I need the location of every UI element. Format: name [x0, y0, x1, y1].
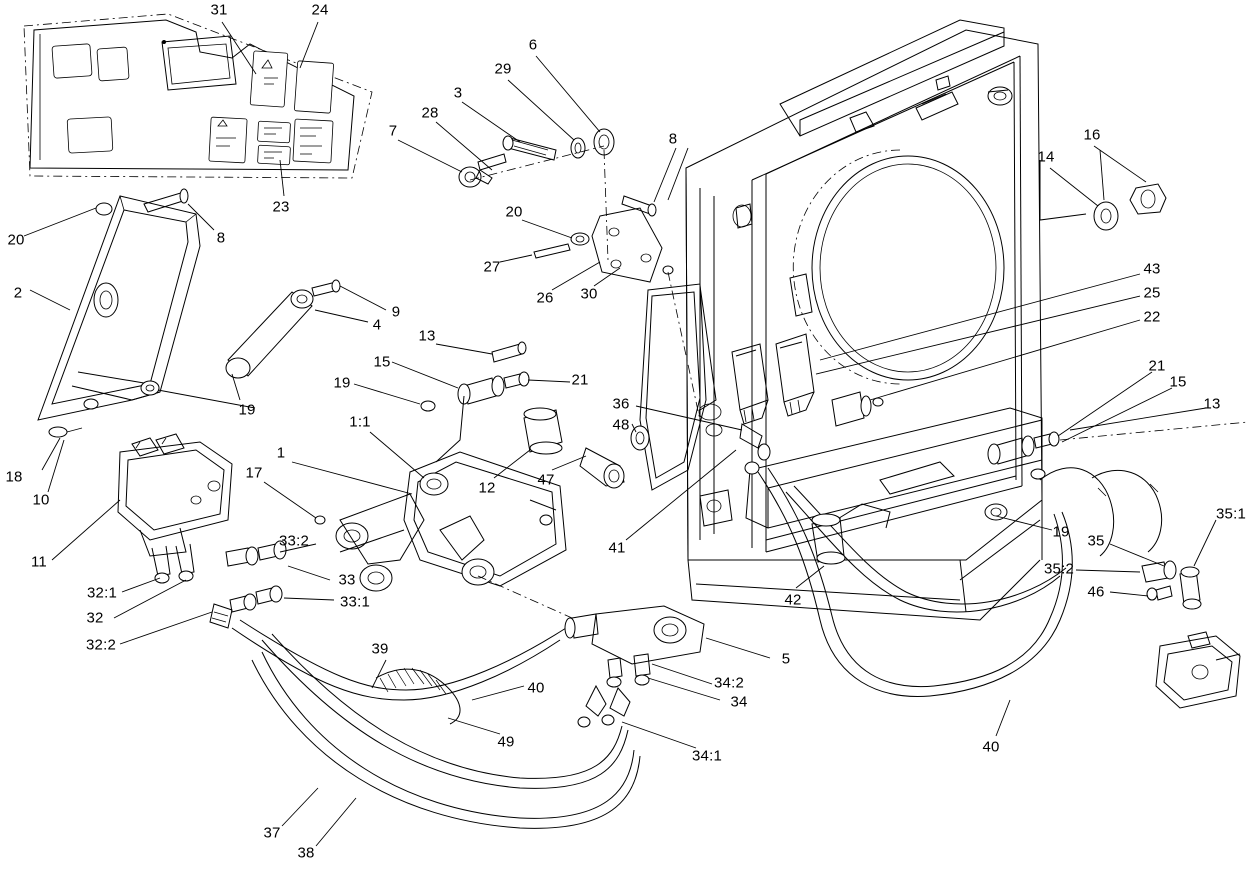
- callout-19-left: 19: [333, 374, 351, 392]
- callout-13-left: 13: [418, 327, 436, 345]
- callout-34-1: 34:1: [692, 747, 722, 765]
- callout-35-1: 35:1: [1216, 505, 1246, 523]
- callout-35: 35: [1087, 532, 1105, 550]
- callout-32-1: 32:1: [87, 584, 117, 602]
- callout-19-right: 19: [1052, 523, 1070, 541]
- callout-48: 48: [612, 416, 630, 434]
- callout-33-2: 33:2: [279, 532, 309, 550]
- callout-2: 2: [13, 284, 23, 302]
- callout-30: 30: [580, 285, 598, 303]
- callout-20-mid: 20: [505, 203, 523, 221]
- callout-10: 10: [32, 491, 50, 509]
- callout-20-left: 20: [7, 231, 25, 249]
- callout-34-2: 34:2: [714, 674, 744, 692]
- callout-5: 5: [781, 650, 791, 668]
- callout-14: 14: [1037, 148, 1055, 166]
- callout-17: 17: [245, 464, 263, 482]
- callout-32: 32: [86, 609, 104, 627]
- callout-6: 6: [528, 36, 538, 54]
- callout-47: 47: [537, 471, 555, 489]
- callout-19-bracket: 19: [238, 401, 256, 419]
- callout-31: 31: [210, 1, 228, 19]
- callout-26: 26: [536, 289, 554, 307]
- callout-11: 11: [31, 553, 47, 571]
- callout-21-right: 21: [1148, 357, 1166, 375]
- callout-22: 22: [1143, 308, 1161, 326]
- callout-15-left: 15: [373, 353, 391, 371]
- callout-36: 36: [612, 395, 630, 413]
- callout-25: 25: [1143, 284, 1161, 302]
- callout-40-right: 40: [982, 738, 1000, 756]
- callout-8-upper: 8: [668, 130, 678, 148]
- callout-43: 43: [1143, 260, 1161, 278]
- callout-8-left: 8: [216, 229, 226, 247]
- callout-39: 39: [371, 640, 389, 658]
- callout-35-2: 35:2: [1044, 560, 1074, 578]
- callout-3: 3: [453, 84, 463, 102]
- callout-33: 33: [338, 571, 356, 589]
- callout-13-right: 13: [1203, 395, 1221, 413]
- callout-21-left: 21: [571, 371, 589, 389]
- callout-40-left: 40: [527, 679, 545, 697]
- callout-16: 16: [1083, 126, 1101, 144]
- callout-7: 7: [388, 122, 398, 140]
- callout-18: 18: [5, 468, 23, 486]
- callout-29: 29: [494, 60, 512, 78]
- callout-23: 23: [272, 198, 290, 216]
- callout-12: 12: [478, 479, 496, 497]
- callout-4: 4: [372, 316, 382, 334]
- callout-28: 28: [421, 104, 439, 122]
- callout-33-1: 33:1: [340, 593, 370, 611]
- callout-9: 9: [391, 303, 401, 321]
- callout-32-2: 32:2: [86, 636, 116, 654]
- callout-41: 41: [608, 539, 626, 557]
- callout-34: 34: [730, 693, 748, 711]
- callout-15-right: 15: [1169, 373, 1187, 391]
- callout-scale-1-1: 1:1: [349, 413, 371, 431]
- callout-27: 27: [483, 258, 501, 276]
- callout-49: 49: [497, 733, 515, 751]
- callout-42: 42: [784, 591, 802, 609]
- callout-46: 46: [1087, 583, 1105, 601]
- callout-38: 38: [297, 844, 315, 862]
- callout-24: 24: [311, 1, 329, 19]
- callout-37: 37: [263, 824, 281, 842]
- callout-1: 1: [276, 444, 286, 462]
